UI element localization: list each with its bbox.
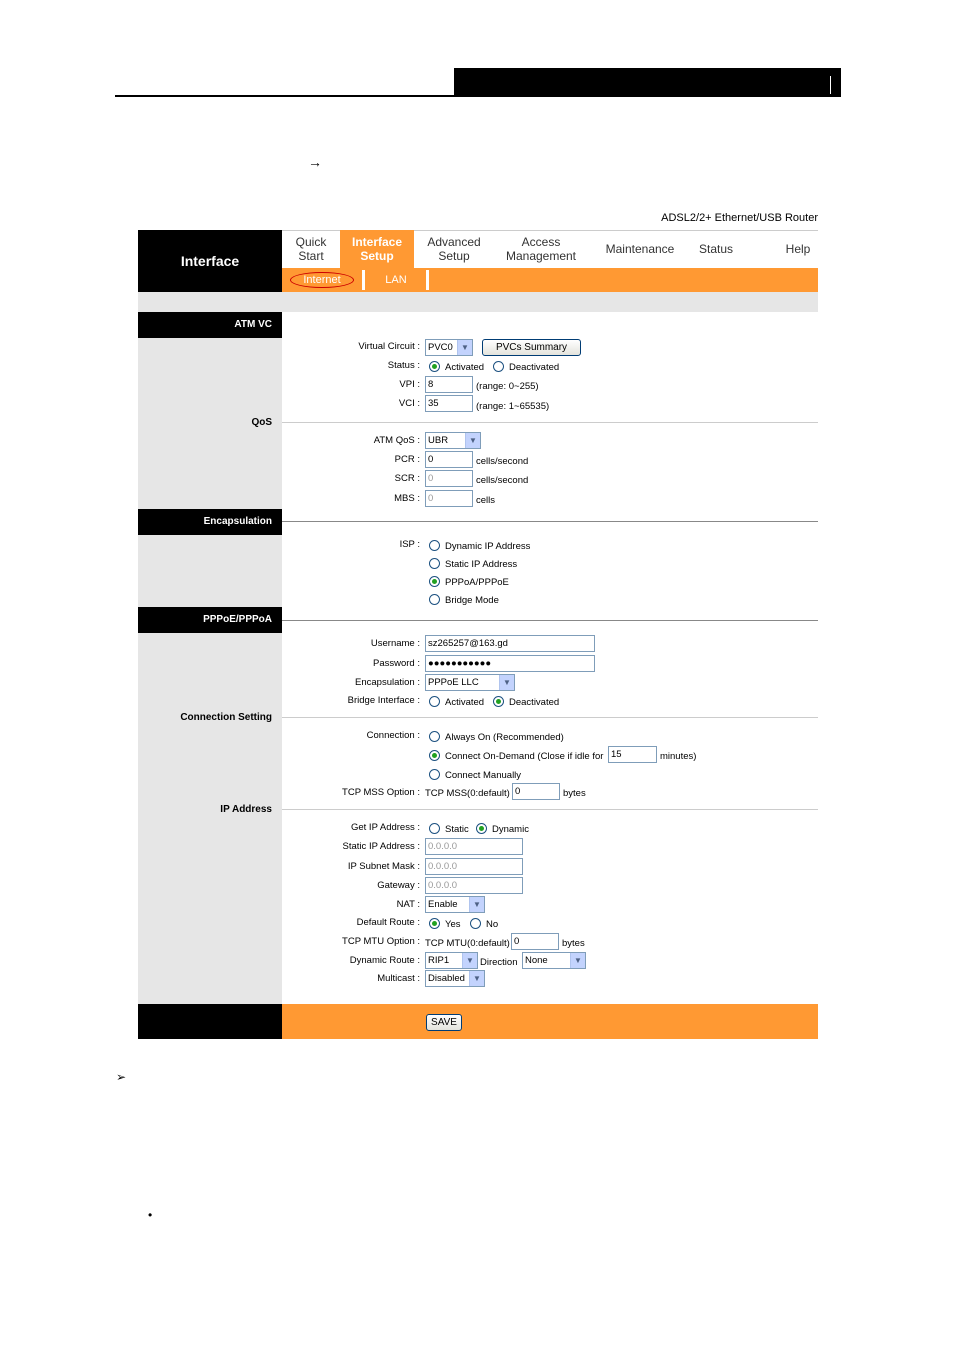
subtab-internet[interactable]: Internet [282,268,362,292]
virtual-circuit-select[interactable]: PVC0 ▼ [425,339,473,356]
vpi-input[interactable]: 8 [425,376,473,393]
status-label: Status : [387,360,420,371]
bridge-interface-label: Bridge Interface : [347,695,420,706]
isp-pppoe-label: PPPoA/PPPoE [445,577,509,588]
dynamic-route-label: Dynamic Route : [349,955,420,966]
divider [282,521,818,522]
on-demand-label: Connect On-Demand (Close if idle for [445,751,604,762]
scr-unit: cells/second [476,475,529,486]
direction-select[interactable]: None ▼ [522,952,586,969]
section-pppoe: PPPoE/PPPoA [138,607,282,633]
username-label: Username : [370,638,420,649]
nav-quick-start[interactable]: Quick Start [295,235,327,263]
bullet-dot-icon: • [148,1208,153,1222]
vci-input[interactable]: 35 [425,395,473,412]
atm-qos-label: ATM QoS : [373,435,420,446]
header-black-block [454,68,841,97]
subnet-label: IP Subnet Mask : [347,861,420,872]
tcp-mtu-text: TCP MTU(0:default) [425,938,510,949]
ppp-encapsulation-select[interactable]: PPPoE LLC ▼ [425,674,515,691]
section-atm-vc: ATM VC [138,312,282,338]
section-connection-setting: Connection Setting [180,712,272,723]
get-ip-dynamic-radio[interactable] [476,823,487,834]
idle-minutes-input[interactable]: 15 [608,746,657,763]
chevron-down-icon: ▼ [570,953,585,968]
scr-label: SCR : [394,473,420,484]
default-route-no-radio[interactable] [470,918,481,929]
pcr-unit: cells/second [476,456,529,467]
subtab-separator [362,270,365,290]
subnet-input[interactable]: 0.0.0.0 [425,858,523,875]
nat-label: NAT : [396,899,420,910]
username-input[interactable]: sz265257@163.gd [425,635,595,652]
multicast-label: Multicast : [377,973,420,984]
nav-access-management[interactable]: Access Management [505,235,577,263]
get-ip-static-label: Static [445,824,469,835]
header-divider [830,76,831,94]
chevron-down-icon: ▼ [457,340,472,355]
nat-select[interactable]: Enable ▼ [425,896,485,913]
gateway-label: Gateway : [377,880,420,891]
nav-status[interactable]: Status [698,242,734,256]
nav-maintenance[interactable]: Maintenance [605,242,675,256]
mbs-label: MBS : [394,493,420,504]
nav-interface-setup[interactable]: Interface Setup [340,230,414,268]
nav-help[interactable]: Help [785,242,811,256]
isp-label: ISP : [399,539,420,550]
tcp-mss-label: TCP MSS Option : [342,787,420,798]
isp-dynamic-label: Dynamic IP Address [445,541,531,552]
get-ip-static-radio[interactable] [429,823,440,834]
static-ip-input[interactable]: 0.0.0.0 [425,838,523,855]
router-config-panel [138,226,818,1039]
divider [282,422,818,423]
divider [282,809,818,810]
pcr-input[interactable]: 0 [425,451,473,468]
pcr-label: PCR : [394,454,420,465]
nav-advanced-setup[interactable]: Advanced Setup [427,235,481,263]
tcp-mtu-unit: bytes [562,938,585,949]
multicast-select[interactable]: Disabled ▼ [425,970,485,987]
vci-range: (range: 1~65535) [476,401,550,412]
tcp-mtu-label: TCP MTU Option : [342,936,420,947]
subtab-separator [426,270,429,290]
virtual-circuit-label: Virtual Circuit : [358,341,420,352]
subtab-lan[interactable]: LAN [385,274,407,286]
sub-nav-bar [282,268,818,292]
vpi-range: (range: 0~255) [476,381,539,392]
isp-bridge-label: Bridge Mode [445,595,499,606]
chevron-down-icon: ▼ [462,953,477,968]
interface-title: Interface [138,230,282,292]
direction-label: Direction [480,957,518,968]
tcp-mss-text: TCP MSS(0:default) [425,788,510,799]
vci-label: VCI : [398,398,420,409]
isp-static-radio[interactable] [429,558,440,569]
divider [282,620,818,621]
always-on-radio[interactable] [429,731,440,742]
chevron-down-icon: ▼ [469,971,484,986]
connect-manually-radio[interactable] [429,769,440,780]
divider [282,717,818,718]
tcp-mss-unit: bytes [563,788,586,799]
status-deactivated-label: Deactivated [509,362,560,373]
footer-left [138,1004,282,1039]
pvcs-summary-button[interactable]: PVCs Summary [482,339,581,356]
default-route-no-label: No [486,919,499,930]
status-deactivated-radio[interactable] [493,361,504,372]
router-brand: ADSL2/2+ Ethernet/USB Router [661,212,818,224]
section-ip-address: IP Address [220,804,272,815]
default-route-yes-radio[interactable] [429,918,440,929]
always-on-label: Always On (Recommended) [445,732,564,743]
chevron-down-icon: ▼ [469,897,484,912]
chevron-down-icon: ▼ [465,433,480,448]
isp-bridge-radio[interactable] [429,594,440,605]
left-column [138,312,282,1004]
isp-dynamic-radio[interactable] [429,540,440,551]
default-route-yes-label: Yes [445,919,461,930]
grey-spacer [138,292,818,312]
status-activated-label: Activated [445,362,485,373]
password-input[interactable]: ●●●●●●●●●●● [425,655,595,672]
section-encapsulation: Encapsulation [138,509,282,535]
gateway-input[interactable]: 0.0.0.0 [425,877,523,894]
scr-input[interactable]: 0 [425,470,473,487]
isp-static-label: Static IP Address [445,559,518,570]
mbs-unit: cells [476,495,496,506]
mbs-input[interactable]: 0 [425,490,473,507]
arrow-icon: → [308,154,322,170]
bullet-arrow-icon: ➢ [116,1070,127,1084]
save-button[interactable]: SAVE [426,1014,462,1031]
get-ip-dynamic-label: Dynamic [492,824,529,835]
minutes-label: minutes) [660,751,697,762]
section-qos: QoS [251,417,272,428]
bridge-activated-radio[interactable] [429,696,440,707]
status-activated-radio[interactable] [429,361,440,372]
tcp-mss-input[interactable]: 0 [512,783,560,800]
isp-pppoe-radio[interactable] [429,576,440,587]
footer-bar [282,1004,818,1039]
bridge-activated-label: Activated [445,697,485,708]
connection-label: Connection : [366,730,420,741]
tcp-mtu-input[interactable]: 0 [511,933,559,950]
atm-qos-select[interactable]: UBR ▼ [425,432,481,449]
default-route-label: Default Route : [356,917,420,928]
password-label: Password : [373,658,420,669]
vpi-label: VPI : [399,379,420,390]
static-ip-label: Static IP Address : [342,841,420,852]
chevron-down-icon: ▼ [499,675,514,690]
header-rule [115,95,841,97]
bridge-deactivated-label: Deactivated [509,697,560,708]
get-ip-label: Get IP Address : [350,822,420,833]
connect-manually-label: Connect Manually [445,770,522,781]
dynamic-route-select[interactable]: RIP1 ▼ [425,952,478,969]
bridge-deactivated-radio[interactable] [493,696,504,707]
ppp-encapsulation-label: Encapsulation : [355,677,420,688]
on-demand-radio[interactable] [429,750,440,761]
